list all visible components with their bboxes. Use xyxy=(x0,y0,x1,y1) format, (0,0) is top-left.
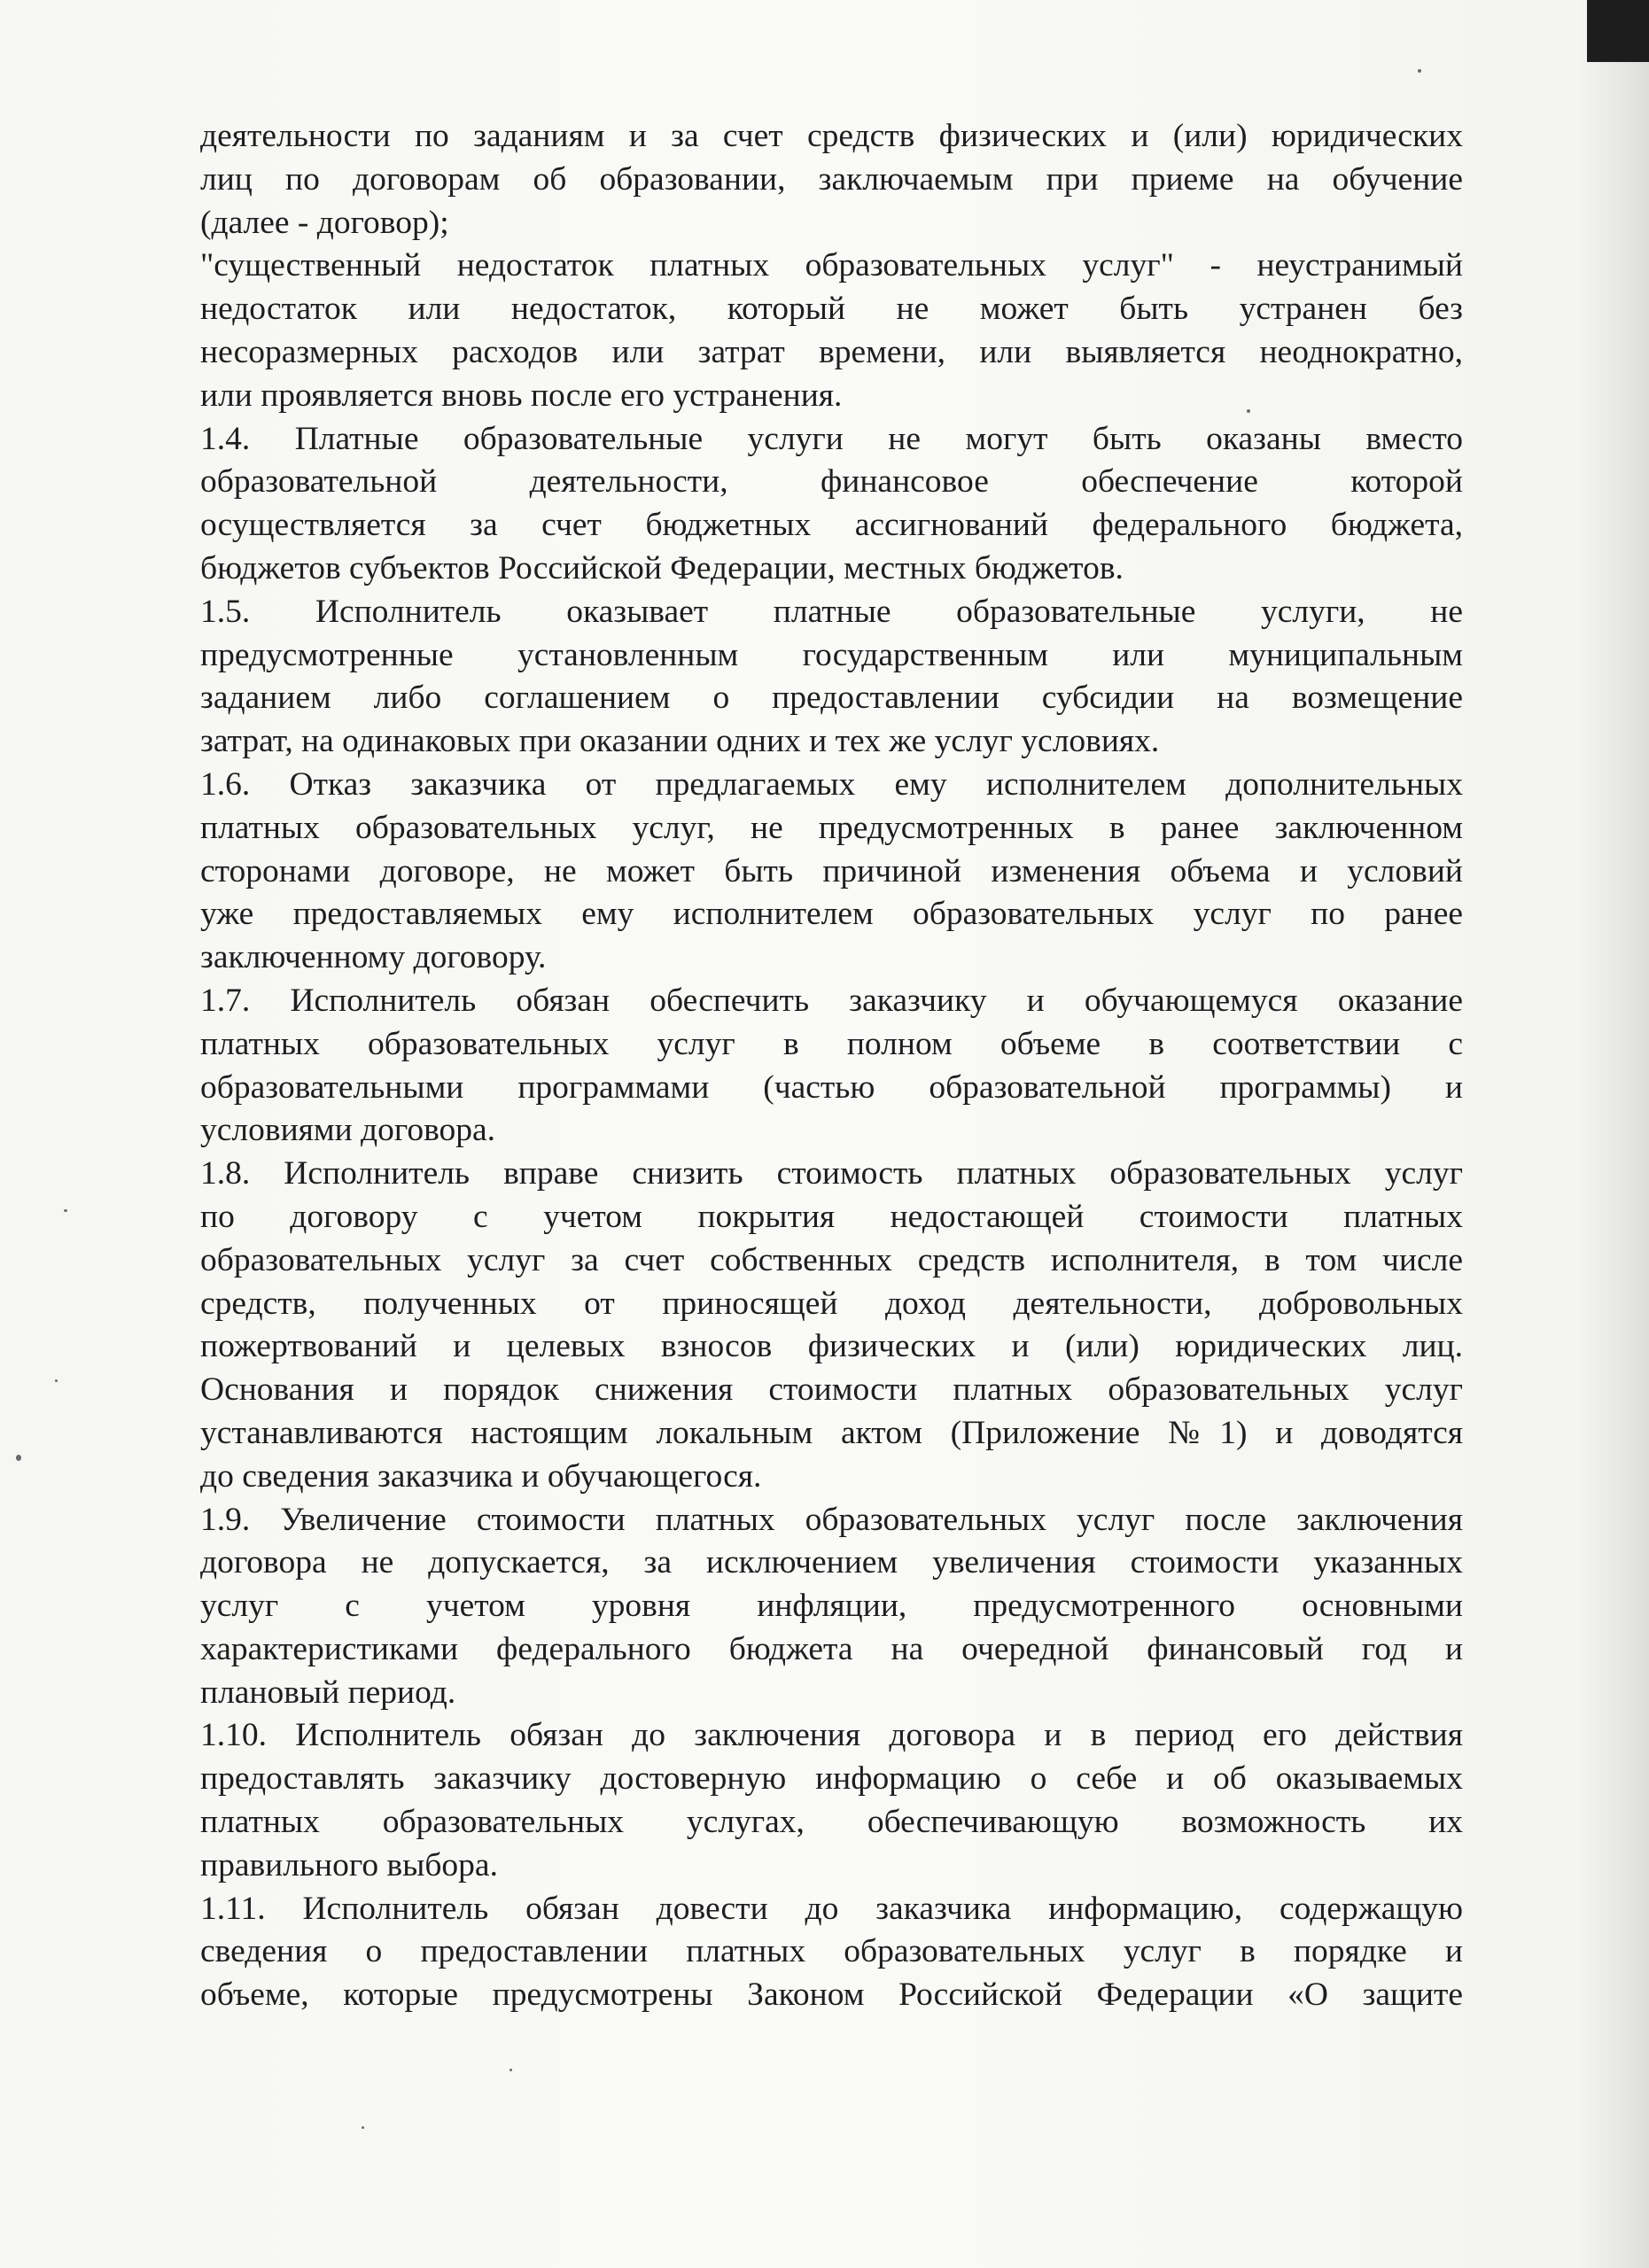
text-line: до сведения заказчика и обучающегося. xyxy=(200,1457,762,1495)
text-line: правильного выбора. xyxy=(200,1846,498,1884)
text-line: лиц по договорам об образовании, заключаемым при приеме на обучение xyxy=(200,160,1463,198)
scan-speck xyxy=(55,1379,58,1382)
text-line: образовательными программами (частью образовательной программы) и xyxy=(200,1068,1463,1106)
text-line: бюджетов субъектов Российской Федерации, местных бюджетов. xyxy=(200,549,1124,586)
text-line: платных образовательных услуг в полном объеме в соответствии с xyxy=(200,1025,1463,1062)
text-line: сторонами договоре, не может быть причиной изменения объема и условий xyxy=(200,852,1463,889)
scan-speck xyxy=(64,1209,67,1212)
text-line: сведения о предоставлении платных образовательных услуг в порядке и xyxy=(200,1933,1463,1970)
text-line: платных образовательных услуг, не предусмотренных в ранее заключенном xyxy=(200,809,1463,846)
text-line: (далее - договор); xyxy=(200,204,449,241)
text-line: образовательных услуг за счет собственных средств исполнителя, в том числе xyxy=(200,1241,1463,1278)
text-line: 1.6. Отказ заказчика от предлагаемых ему исполнителем дополнительных xyxy=(200,765,1463,803)
scan-corner-mark xyxy=(1587,0,1649,62)
text-line: характеристиками федерального бюджета на очередной финансовый год и xyxy=(200,1630,1463,1667)
scan-speck xyxy=(509,2069,512,2071)
text-line: деятельности по заданиям и за счет средств физических и (или) юридических xyxy=(200,118,1463,154)
text-line: 1.11. Исполнитель обязан довести до заказчика информацию, содержащую xyxy=(200,1890,1463,1927)
text-line: образовательной деятельности, финансовое обеспечение которой xyxy=(200,463,1463,501)
text-line: пожертвований и целевых взносов физических и (или) юридических лиц. xyxy=(200,1328,1463,1365)
text-line: заключенному договору. xyxy=(200,939,547,976)
text-line: осуществляется за счет бюджетных ассигнований федерального бюджета, xyxy=(200,507,1463,544)
text-line: устанавливаются настоящим локальным актом (Приложение №1) и доводятся xyxy=(200,1414,1463,1451)
text-line: уже предоставляемых ему исполнителем образовательных услуг по ранее xyxy=(200,896,1463,933)
text-line: средств, полученных от приносящей доход деятельности, добровольных xyxy=(200,1285,1463,1322)
text-line: платных образовательных услугах, обеспечивающую возможность их xyxy=(200,1804,1463,1841)
text-line: или проявляется вновь после его устранения. xyxy=(200,377,843,414)
text-line: предусмотренные установленным государственным или муниципальным xyxy=(200,636,1463,673)
text-line: 1.7. Исполнитель обязан обеспечить заказчику и обучающемуся оказание xyxy=(200,982,1463,1019)
text-line: 1.9. Увеличение стоимости платных образовательных услуг после заключения xyxy=(200,1501,1463,1538)
text-line: "существенный недостаток платных образовательных услуг" - неустранимый xyxy=(200,247,1463,284)
text-line: объеме, которые предусмотрены Законом Российской Федерации «О защите xyxy=(200,1977,1463,2014)
text-line: заданием либо соглашением о предоставлении субсидии на возмещение xyxy=(200,680,1463,717)
text-line: несоразмерных расходов или затрат времени, или выявляется неоднократно, xyxy=(200,333,1463,370)
text-line: затрат, на одинаковых при оказании одних и тех же услуг условиях. xyxy=(200,723,1160,760)
text-line: предоставлять заказчику достоверную информацию о себе и об оказываемых xyxy=(200,1760,1463,1798)
page-edge-shadow xyxy=(1578,0,1649,2268)
text-line: условиями договора. xyxy=(200,1112,496,1149)
document-body-text xyxy=(200,115,1463,2017)
text-line: 1.5. Исполнитель оказывает платные образовательные услуги, не xyxy=(200,593,1463,630)
text-line: договора не допускается, за исключением увеличения стоимости указанных xyxy=(200,1544,1463,1581)
text-line: 1.8. Исполнитель вправе снизить стоимость платных образовательных услуг xyxy=(200,1155,1463,1192)
text-line: Основания и порядок снижения стоимости платных образовательных услуг xyxy=(200,1371,1463,1409)
text-line: 1.4. Платные образовательные услуги не могут быть оказаны вместо xyxy=(200,420,1463,457)
text-line: услуг с учетом уровня инфляции, предусмотренного основными xyxy=(200,1588,1463,1625)
scan-speck xyxy=(1418,69,1421,73)
scan-speck xyxy=(16,1455,21,1461)
scan-speck xyxy=(362,2126,364,2129)
text-line: 1.10. Исполнитель обязан до заключения договора и в период его действия xyxy=(200,1717,1463,1754)
text-line: недостаток или недостаток, который не может быть устранен без xyxy=(200,291,1463,328)
text-line: плановый период. xyxy=(200,1674,456,1711)
text-line: по договору с учетом покрытия недостающей стоимости платных xyxy=(200,1198,1463,1235)
